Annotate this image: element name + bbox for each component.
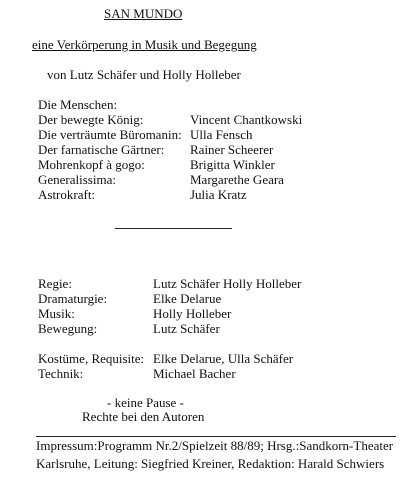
crew-name: Lutz Schäfer Holly Holleber — [153, 276, 302, 291]
cast-role: Mohrenkopf à gogo: — [38, 157, 145, 172]
crew-name: Holly Holleber — [153, 306, 232, 321]
cast-role: Astrokraft: — [38, 187, 96, 202]
crew-name: Elke Delarue — [153, 291, 222, 306]
pause-note: - keine Pause - — [107, 395, 184, 410]
crew-role: Kostüme, Requisite: — [38, 351, 145, 366]
crew-role: Technik: — [38, 366, 84, 381]
document-title: SAN MUNDO — [104, 6, 183, 21]
cast-actor: Ulla Fensch — [190, 127, 253, 142]
cast-actor: Brigitta Winkler — [190, 157, 275, 172]
rights-note: Rechte bei den Autoren — [82, 409, 205, 424]
cast-role: Der bewegte König: — [38, 112, 144, 127]
crew-role: Musik: — [38, 306, 75, 321]
crew-role: Bewegung: — [38, 321, 98, 336]
cast-role: Die verträumte Büromanin: — [38, 127, 182, 142]
cast-role: Generalissima: — [38, 172, 116, 187]
crew-role: Regie: — [38, 276, 72, 291]
cast-heading: Die Menschen: — [38, 97, 118, 112]
cast-actor: Vincent Chantkowski — [190, 112, 303, 127]
crew-name: Elke Delarue, Ulla Schäfer — [153, 351, 294, 366]
cast-role: Der farnatische Gärtner: — [38, 142, 165, 157]
crew-role: Dramaturgie: — [38, 291, 108, 306]
document-subtitle: eine Verkörperung in Musik und Begegung — [32, 37, 257, 52]
section-divider — [115, 228, 232, 229]
authors-line: von Lutz Schäfer und Holly Holleber — [47, 67, 241, 82]
cast-actor: Julia Kratz — [190, 187, 247, 202]
crew-name: Lutz Schäfer — [153, 321, 220, 336]
cast-actor: Rainer Scheerer — [190, 142, 274, 157]
crew-name: Michael Bacher — [153, 366, 236, 381]
footer-rule — [36, 436, 396, 437]
impressum-line-2: Karlsruhe, Leitung: Siegfried Kreiner, Redaktion: Harald Schwiers — [36, 456, 385, 471]
cast-actor: Margarethe Geara — [190, 172, 284, 187]
impressum-line-1: Impressum:Programm Nr.2/Spielzeit 88/89; Hrsg.:Sandkorn-Theater — [36, 438, 394, 453]
